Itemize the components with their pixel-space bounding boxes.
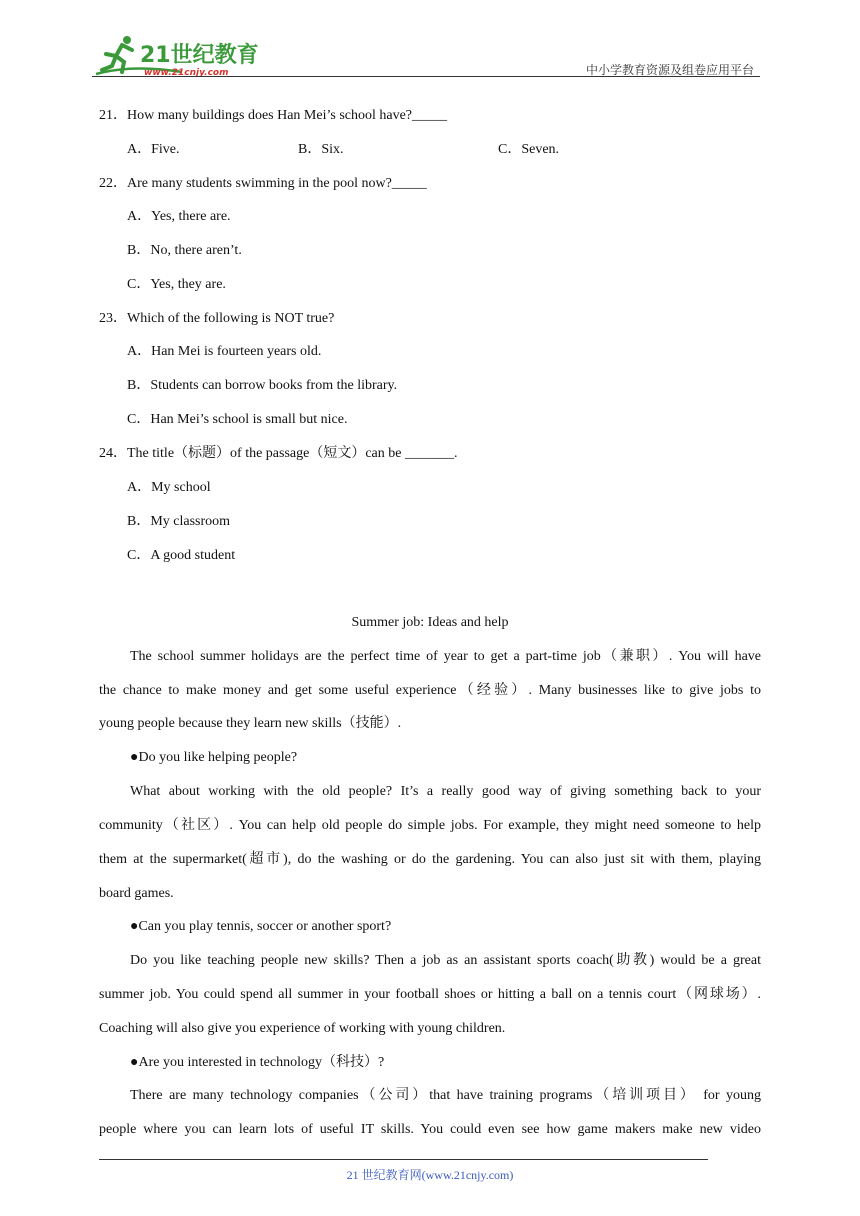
passage-line: Do you like teaching people new skills? Then a job as an assistant sports coach(助教) would be a great — [130, 953, 761, 968]
option-23-a[interactable]: A．Han Mei is fourteen years old. — [127, 344, 322, 359]
option-24-a[interactable]: A．My school — [127, 480, 211, 495]
passage-line: Coaching will also give you experience of working with young children. — [99, 1021, 506, 1036]
passage-heading: ●Can you play tennis, soccer or another sport? — [130, 919, 392, 934]
passage-line: What about working with the old people? It’s a really good way of giving something back to your — [130, 784, 761, 799]
site-logo — [92, 34, 262, 78]
logo-url: www.21cnjy.com — [144, 68, 229, 78]
passage-line: the chance to make money and get some useful experience（经验）. Many businesses like to give jobs to — [99, 683, 761, 698]
question-21: 21．How many buildings does Han Mei’s school have?_____ — [99, 108, 448, 123]
passage-line: There are many technology companies（公司）that have training programs（培训项目） for young — [130, 1088, 761, 1103]
passage-line: community（社区）. You can help old people do simple jobs. For example, they might need someone to help — [99, 818, 761, 833]
passage-heading: ●Are you interested in technology（科技）? — [130, 1055, 385, 1070]
question-23: 23．Which of the following is NOT true? — [99, 311, 335, 326]
option-21-b[interactable]: B．Six. — [298, 142, 344, 157]
header-divider — [92, 76, 760, 77]
option-22-c[interactable]: C．Yes, they are. — [127, 277, 226, 292]
passage-line: young people because they learn new skills（技能）. — [99, 716, 402, 731]
option-24-b[interactable]: B．My classroom — [127, 514, 231, 529]
passage-heading: ●Do you like helping people? — [130, 750, 298, 765]
option-22-b[interactable]: B．No, there aren’t. — [127, 243, 242, 258]
passage-line: people where you can learn lots of useful IT skills. You could even see how game makers make new video — [99, 1122, 761, 1137]
footer-divider — [99, 1159, 708, 1160]
question-22: 22．Are many students swimming in the pool now?_____ — [99, 176, 427, 191]
passage-title: Summer job: Ideas and help — [351, 615, 509, 630]
passage-line: board games. — [99, 886, 174, 901]
option-23-b[interactable]: B．Students can borrow books from the library. — [127, 378, 398, 393]
header-platform-name: 中小学教育资源及组卷应用平台 — [585, 63, 754, 77]
question-24: 24．The title（标题）of the passage（短文）can be _______. — [99, 446, 458, 461]
page-header — [92, 30, 760, 78]
passage-line: them at the supermarket(超市), do the washing or do the gardening. You can also just sit with them, playing — [99, 852, 761, 867]
option-23-c[interactable]: C．Han Mei’s school is small but nice. — [127, 412, 348, 427]
passage-line: summer job. You could spend all summer in your football shoes or hitting a ball on a tennis court（网球场）. — [99, 987, 761, 1002]
option-22-a[interactable]: A．Yes, there are. — [127, 209, 231, 224]
passage-line: The school summer holidays are the perfect time of year to get a part-time job（兼职）. You will have — [130, 649, 761, 664]
option-21-a[interactable]: A．Five. — [127, 142, 180, 157]
logo-text: 21世纪教育 — [140, 43, 259, 68]
option-24-c[interactable]: C．A good student — [127, 548, 236, 563]
option-21-c[interactable]: C．Seven. — [498, 142, 560, 157]
footer-link[interactable]: 21 世纪教育网(www.21cnjy.com) — [346, 1168, 514, 1182]
